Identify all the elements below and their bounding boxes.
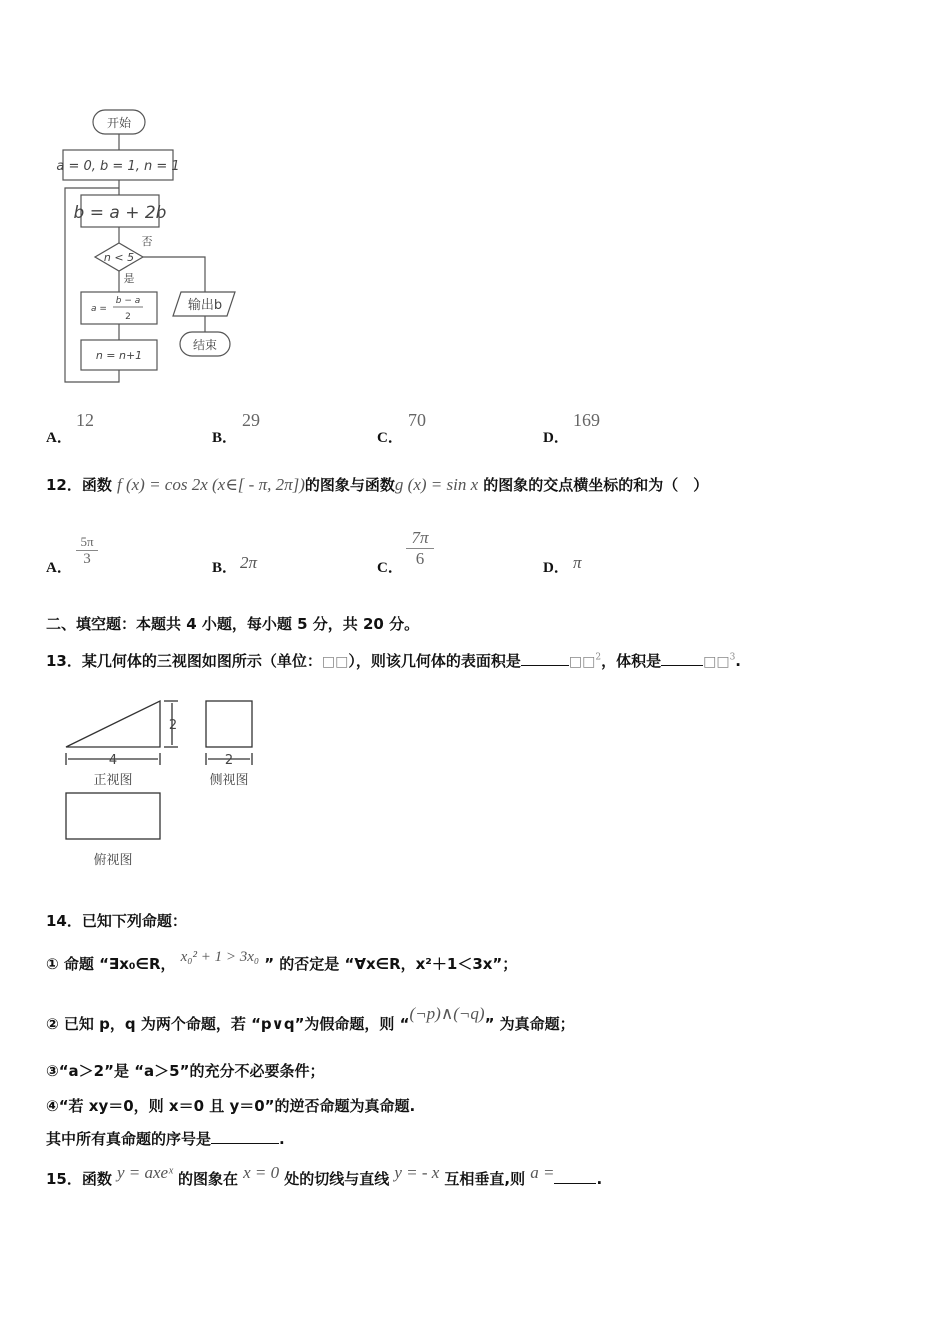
q12-option-a-label: A． [46,560,72,576]
q12-option-b-label: B． [212,560,238,576]
flow-step2-lhs: a = [91,304,107,314]
q13-volume-unit: □□ [703,654,730,670]
q13-text-3: ，体积是 [601,652,662,670]
q14-p1-math: x₀² + 1 > 3x₀ [180,949,260,965]
q11-option-a-label: A． [46,430,72,446]
q11-option-a-value: 12 [76,410,94,430]
section-2-heading: 二、填空题：本题共 4 小题，每小题 5 分，共 20 分。 [46,615,420,633]
q15-math-2: x = 0 [243,1163,280,1182]
q14-proposition-1 [46,949,518,974]
q12-text-2: 的图象与函数 [304,476,395,494]
q14-proposition-4: ④“若 xy＝0，则 x＝0 且 y＝0”的逆否命题为真命题. [46,1097,416,1115]
flow-init-label: a = 0, b = 1, n = 1 [56,159,180,174]
q12-option-d-value: π [573,553,582,572]
flow-start-label: 开始 [106,116,132,130]
three-view-diagram [60,695,270,875]
q11-option-c-value: 70 [408,410,426,430]
q13-number: 13． [46,652,82,670]
q15-math-1: y = axeˣ [116,1163,173,1182]
q14-p1-text-a: ① 命题 “∃x₀∈R， [46,955,176,973]
q13-area-unit-exp: 2 [595,652,602,663]
q12-option-a-den: 3 [76,550,98,568]
q14-answer-line [46,1128,285,1149]
flow-condition-label: n < 5 [103,251,135,264]
q15-math-3: y = - x [394,1163,440,1182]
q15-answer-blank[interactable] [554,1183,596,1184]
q14-p2-text-a: ② 已知 p，q 为两个命题，若 “p∨q”为假命题，则 “ [46,1015,410,1033]
flow-step2-den: 2 [125,312,131,322]
q15-text-5: . [596,1170,603,1188]
q14-title: 14．已知下列命题： [46,912,187,930]
q14-p2-text-b: ” 为真命题； [484,1015,575,1033]
q11-option-b-label: B． [212,430,238,446]
q15-text-2: 的图象在 [177,1170,238,1188]
q12-text-1: 函数 [81,476,112,494]
q13-text-4: . [735,652,741,670]
q14-proposition-2 [46,1004,575,1034]
q11-option-b-value: 29 [242,410,260,430]
q12-option-a-fraction [76,534,98,568]
q13-area-blank[interactable] [521,665,569,666]
q14-answer-blank[interactable] [211,1143,279,1144]
q15-math-4: a = [530,1163,555,1182]
q14-p1-text-b: ” 的否定是 “∀x∈R，x²＋1＜3x”； [264,955,518,973]
front-view-width: 4 [108,753,118,768]
q12-option-b-value: 2π [240,553,258,572]
q14-answer-text: 其中所有真命题的序号是 [46,1130,212,1148]
q11-option-c-label: C． [377,430,403,446]
flow-step3-label: n = n+1 [95,349,143,362]
side-view-caption: 侧视图 [209,773,249,788]
front-view-caption: 正视图 [93,773,133,788]
flow-output-label: 输出b [187,298,223,313]
q13-text-2: ），则该几何体的表面积是 [348,652,521,670]
flow-step1-label: b = a + 2b [73,203,167,223]
q13-volume-blank[interactable] [661,665,703,666]
q12-option-c-label: C． [377,560,403,576]
flow-step2-num: b − a [115,296,141,306]
flow-yes-label: 是 [123,272,135,285]
q12-g-expr: g (x) = sin x [394,475,479,494]
q15-text-4: 互相垂直,则 [444,1170,526,1188]
q13-volume-unit-exp: 3 [729,652,736,663]
q15-text-3: 处的切线与直线 [284,1170,390,1188]
q12-text-3: 的图象的交点横坐标的和为（ ） [483,476,709,494]
question-13 [46,650,741,671]
front-view-height: 2 [168,718,178,733]
front-view-triangle [66,701,160,747]
q12-option-c-fraction [406,528,434,569]
q12-number: 12． [46,476,82,494]
q14-answer-end: . [279,1130,285,1148]
q12-option-d-label: D． [543,560,569,576]
question-12 [46,474,708,495]
side-view-width: 2 [224,753,234,768]
flow-end-label: 结束 [192,338,218,352]
q12-option-a-num: 5π [80,534,94,549]
q15-text-1: 函数 [81,1170,112,1188]
flow-no-label: 否 [141,235,153,248]
q13-text-1: 某几何体的三视图如图所示（单位： [81,652,322,670]
top-view-rectangle [66,793,160,839]
q12-option-c-den: 6 [406,548,434,569]
q13-unit: □□ [321,654,349,670]
q11-option-d-label: D． [543,430,569,446]
top-view-caption: 俯视图 [93,853,133,868]
q14-proposition-3: ③“a＞2”是 “a＞5”的充分不必要条件； [46,1062,325,1080]
question-15 [46,1163,603,1189]
q12-option-c-num: 7π [411,528,429,547]
flowchart-diagram [55,100,255,390]
q15-number: 15． [46,1170,82,1188]
q13-area-unit: □□ [568,654,596,670]
side-view-square [206,701,252,747]
q12-f-expr: f (x) = cos 2x (x∈[ - π, 2π]) [116,475,305,494]
q11-option-d-value: 169 [573,410,600,430]
q14-p2-math: (¬p)∧(¬q) [409,1004,485,1023]
